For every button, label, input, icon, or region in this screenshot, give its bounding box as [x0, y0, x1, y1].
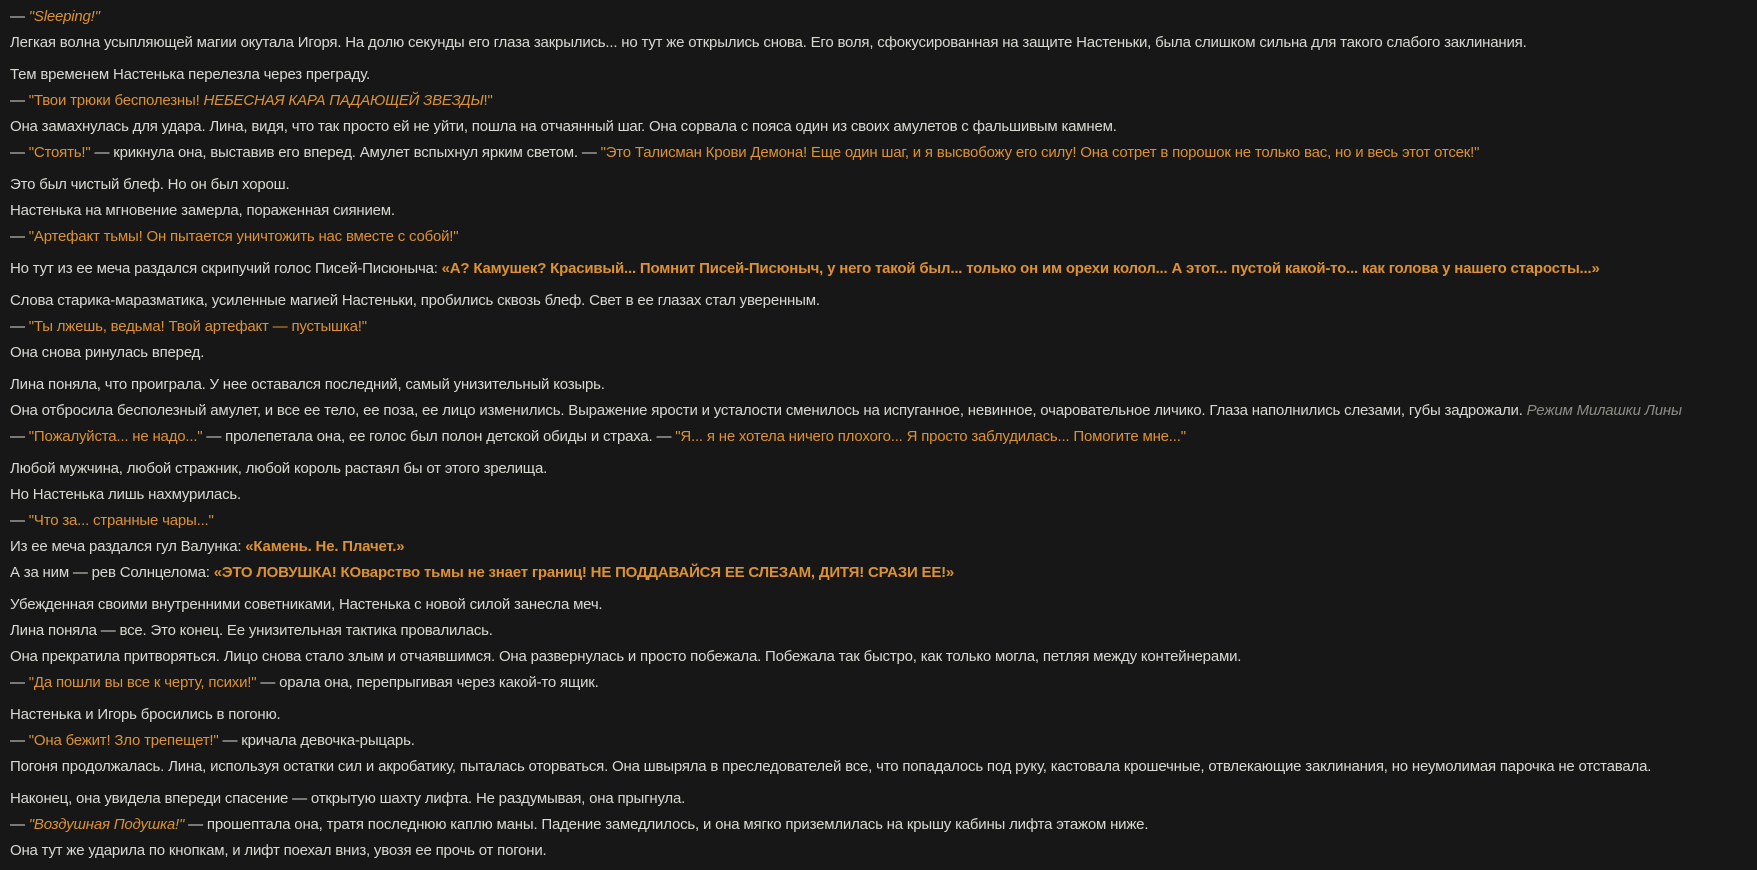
text-segment: «А? Камушек? Красивый... Помнит Писей-Писюныч, у него такой был... только он им орехи колол... А этот... пустой какой-то... как голова у нашего старосты...»: [441, 260, 1600, 277]
text-segment: Но тут из ее меча раздался скрипучий голос Писей-Писюныча:: [10, 260, 442, 277]
text-segment: Любой мужчина, любой стражник, любой король растаял бы от этого зрелища.: [10, 460, 548, 477]
text-segment: Легкая волна усыпляющей магии окутала Игоря. На долю секунды его глаза закрылись... но тут же открылись снова. Его воля, сфокусированная на защите Настеньки, была слишком сильна для такого слабого заклинания.: [10, 34, 1527, 51]
story-line: [10, 372, 1757, 398]
story-line: [10, 256, 1757, 282]
text-segment: Наконец, она увидела впереди спасение — открытую шахту лифта. Не раздумывая, она прыгнула.: [10, 790, 686, 807]
text-segment: "Пожалуйста... не надо...": [28, 428, 203, 445]
story-line: [10, 288, 1757, 314]
text-segment: Лина поняла, что проиграла. У нее оставался последний, самый унизительный козырь.: [10, 376, 605, 393]
story-line: [10, 172, 1757, 198]
story-line: [10, 838, 1757, 864]
story-line: [10, 62, 1757, 88]
story-line: [10, 398, 1757, 424]
text-segment: —: [10, 92, 29, 109]
text-segment: Настенька и Игорь бросились в погоню.: [10, 706, 281, 723]
text-segment: — орала она, перепрыгивая через какой-то ящик.: [256, 674, 599, 691]
paragraph-group: [10, 372, 1757, 450]
text-segment: А за ним — рев Солнцелома:: [10, 564, 214, 581]
text-segment: — прошептала она, тратя последнюю каплю маны. Падение замедлилось, и она мягко приземлилась на крышу кабины лифта этажом ниже.: [184, 816, 1149, 833]
paragraph-group: [10, 256, 1757, 282]
paragraph-group: [10, 592, 1757, 696]
text-segment: "Я... я не хотела ничего плохого... Я просто заблудилась... Помогите мне...": [675, 428, 1186, 445]
text-segment: —: [10, 428, 29, 445]
text-segment: —: [10, 318, 29, 335]
story-line: [10, 424, 1757, 450]
text-segment: Тем временем Настенька перелезла через преграду.: [10, 66, 371, 83]
story-line: [10, 560, 1757, 586]
text-segment: Она тут же ударила по кнопкам, и лифт поехал вниз, увозя ее прочь от погони.: [10, 842, 547, 859]
text-segment: "Она бежит! Зло трепещет!": [28, 732, 219, 749]
text-segment: Она прекратила притворяться. Лицо снова стало злым и отчаявшимся. Она развернулась и просто побежала. Побежала так быстро, как только могла, петляя между контейнерами.: [10, 648, 1242, 665]
text-segment: — пролепетала она, ее голос был полон детской обиды и страха. —: [202, 428, 676, 445]
story-line: [10, 618, 1757, 644]
story-line: [10, 754, 1757, 780]
text-segment: —: [10, 816, 29, 833]
story-line: [10, 456, 1757, 482]
text-segment: "Стоять!": [28, 144, 91, 161]
story-line: [10, 88, 1757, 114]
text-segment: —: [10, 228, 29, 245]
text-segment: "Твои трюки бесполезны!: [28, 92, 204, 109]
story-line: [10, 728, 1757, 754]
story-line: [10, 534, 1757, 560]
text-segment: Это был чистый блеф. Но он был хорош.: [10, 176, 290, 193]
story-line: [10, 114, 1757, 140]
text-segment: «Камень. Не. Плачет.»: [245, 538, 405, 555]
text-segment: "Воздушная Подушка!": [28, 816, 185, 833]
text-segment: Настенька на мгновение замерла, пораженная сиянием.: [10, 202, 395, 219]
paragraph-group: [10, 456, 1757, 586]
paragraph-group: [10, 786, 1757, 864]
text-segment: "Sleeping!": [28, 8, 100, 25]
story-line: [10, 224, 1757, 250]
text-segment: "Это Талисман Крови Демона! Еще один шаг, и я высвобожу его силу! Она сотрет в порошок не только вас, но и весь этот отсек!": [600, 144, 1480, 161]
story-line: [10, 314, 1757, 340]
story-line: [10, 592, 1757, 618]
text-segment: НЕБЕСНАЯ КАРА ПАДАЮЩЕЙ ЗВЕЗДЫ: [203, 92, 484, 109]
text-segment: —: [10, 732, 29, 749]
paragraph-group: [10, 62, 1757, 166]
story-line: [10, 786, 1757, 812]
text-segment: Лина поняла — все. Это конец. Ее унизительная тактика провалилась.: [10, 622, 493, 639]
story-line: [10, 340, 1757, 366]
story-line: [10, 702, 1757, 728]
text-segment: Режим Милашки Лины: [1526, 402, 1682, 419]
text-segment: Она отбросила бесполезный амулет, и все ее тело, ее поза, ее лицо изменились. Выражение ярости и усталости сменилось на испуганное, невинное, очаровательное личико. Глаза наполнились слезами, губы задрожали.: [10, 402, 1527, 419]
text-segment: "Да пошли вы все к черту, психи!": [28, 674, 257, 691]
story-line: [10, 644, 1757, 670]
text-segment: —: [10, 144, 29, 161]
story-line: [10, 670, 1757, 696]
text-segment: "Что за... странные чары...": [28, 512, 214, 529]
text-segment: Она снова ринулась вперед.: [10, 344, 205, 361]
story-line: [10, 4, 1757, 30]
paragraph-group: [10, 288, 1757, 366]
paragraph-group: [10, 702, 1757, 780]
story-line: [10, 812, 1757, 838]
story-line: [10, 482, 1757, 508]
story-line: [10, 30, 1757, 56]
text-segment: "Артефакт тьмы! Он пытается уничтожить нас вместе с собой!": [28, 228, 459, 245]
text-segment: — крикнула она, выставив его вперед. Амулет вспыхнул ярким светом. —: [90, 144, 601, 161]
text-segment: — кричала девочка-рыцарь.: [218, 732, 415, 749]
text-segment: «ЭТО ЛОВУШКА! КОварство тьмы не знает границ! НЕ ПОДДАВАЙСЯ ЕЕ СЛЕЗАМ, ДИТЯ! СРАЗИ ЕЕ!»: [213, 564, 955, 581]
text-segment: !": [483, 92, 493, 109]
text-segment: —: [10, 512, 29, 529]
text-segment: Погоня продолжалась. Лина, используя остатки сил и акробатику, пыталась оторваться. Она швыряла в преследователей все, что попадалось под руку, кастовала крошечные, отвлекающие заклинания, но неумолимая парочка не отставала.: [10, 758, 1652, 775]
text-segment: Она замахнулась для удара. Лина, видя, что так просто ей не уйти, пошла на отчаянный шаг. Она сорвала с пояса один из своих амулетов с фальшивым камнем.: [10, 118, 1117, 135]
text-segment: "Ты лжешь, ведьма! Твой артефакт — пустышка!": [28, 318, 367, 335]
text-segment: —: [10, 8, 29, 25]
text-segment: Убежденная своими внутренними советниками, Настенька с новой силой занесла меч.: [10, 596, 603, 613]
story-line: [10, 140, 1757, 166]
text-segment: —: [10, 674, 29, 691]
text-segment: Но Настенька лишь нахмурилась.: [10, 486, 241, 503]
text-segment: Слова старика-маразматика, усиленные магией Настеньки, пробились сквозь блеф. Свет в ее глазах стал уверенным.: [10, 292, 820, 309]
paragraph-group: [10, 4, 1757, 56]
story-line: [10, 508, 1757, 534]
story-line: [10, 198, 1757, 224]
paragraph-group: [10, 172, 1757, 250]
text-segment: Из ее меча раздался гул Валунка:: [10, 538, 246, 555]
